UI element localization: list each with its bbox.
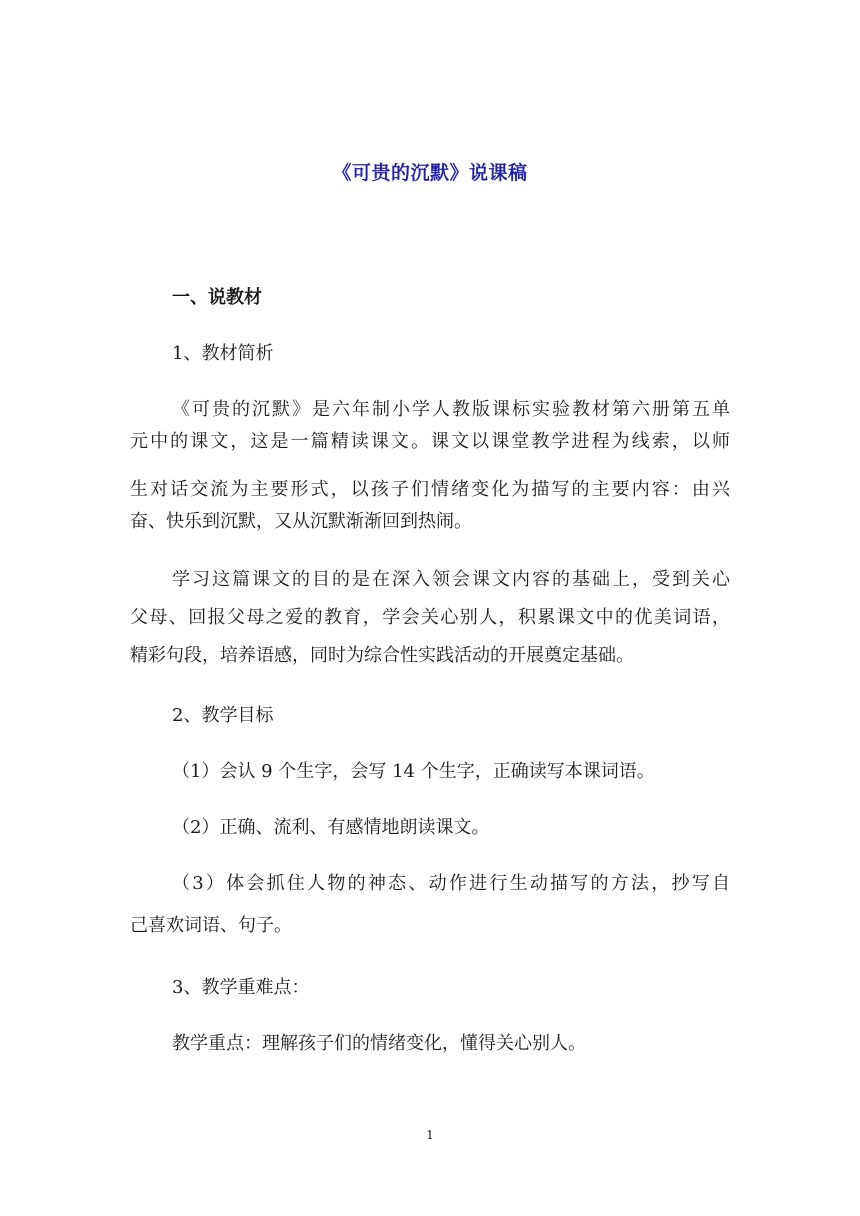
paragraph-purpose-line-1: 学习这篇课文的目的是在深入领会课文内容的基础上，受到关心 xyxy=(172,569,730,590)
goal-item-2: （2）正确、流利、有感情地朗读课文。 xyxy=(172,817,490,838)
page-number: 1 xyxy=(426,1128,434,1142)
subheading-key-difficulties: 3、教学重难点： xyxy=(172,977,310,998)
paragraph-analysis-line-3: 生对话交流为主要形式，以孩子们情绪变化为描写的主要内容：由兴 xyxy=(130,479,730,500)
paragraph-analysis-line-2: 元中的课文，这是一篇精读课文。课文以课堂教学进程为线索，以师 xyxy=(130,431,730,452)
paragraph-purpose-line-2: 父母、回报父母之爱的教育，学会关心别人，积累课文中的优美词语， xyxy=(130,607,730,628)
goal-item-3-line-1: （3）体会抓住人物的神态、动作进行生动描写的方法，抄写自 xyxy=(172,873,730,894)
paragraph-analysis-line-1: 《可贵的沉默》是六年制小学人教版课标实验教材第六册第五单 xyxy=(172,399,730,420)
key-point-text: 教学重点：理解孩子们的情绪变化，懂得关心别人。 xyxy=(172,1033,586,1054)
subheading-teaching-goals: 2、教学目标 xyxy=(172,705,274,726)
goal-item-1: （1）会认 9 个生字，会写 14 个生字，正确读写本课词语。 xyxy=(172,761,655,782)
document-title: 《可贵的沉默》说课稿 xyxy=(332,162,528,184)
paragraph-purpose-line-3: 精彩句段，培养语感，同时为综合性实践活动的开展奠定基础。 xyxy=(130,645,634,666)
goal-item-3-line-2: 己喜欢词语、句子。 xyxy=(130,915,292,936)
subheading-textbook-analysis: 1、教材简析 xyxy=(172,343,274,364)
paragraph-analysis-line-4: 奋、快乐到沉默，又从沉默渐渐回到热闹。 xyxy=(130,511,472,532)
section-heading-textbook: 一、说教材 xyxy=(172,287,262,308)
